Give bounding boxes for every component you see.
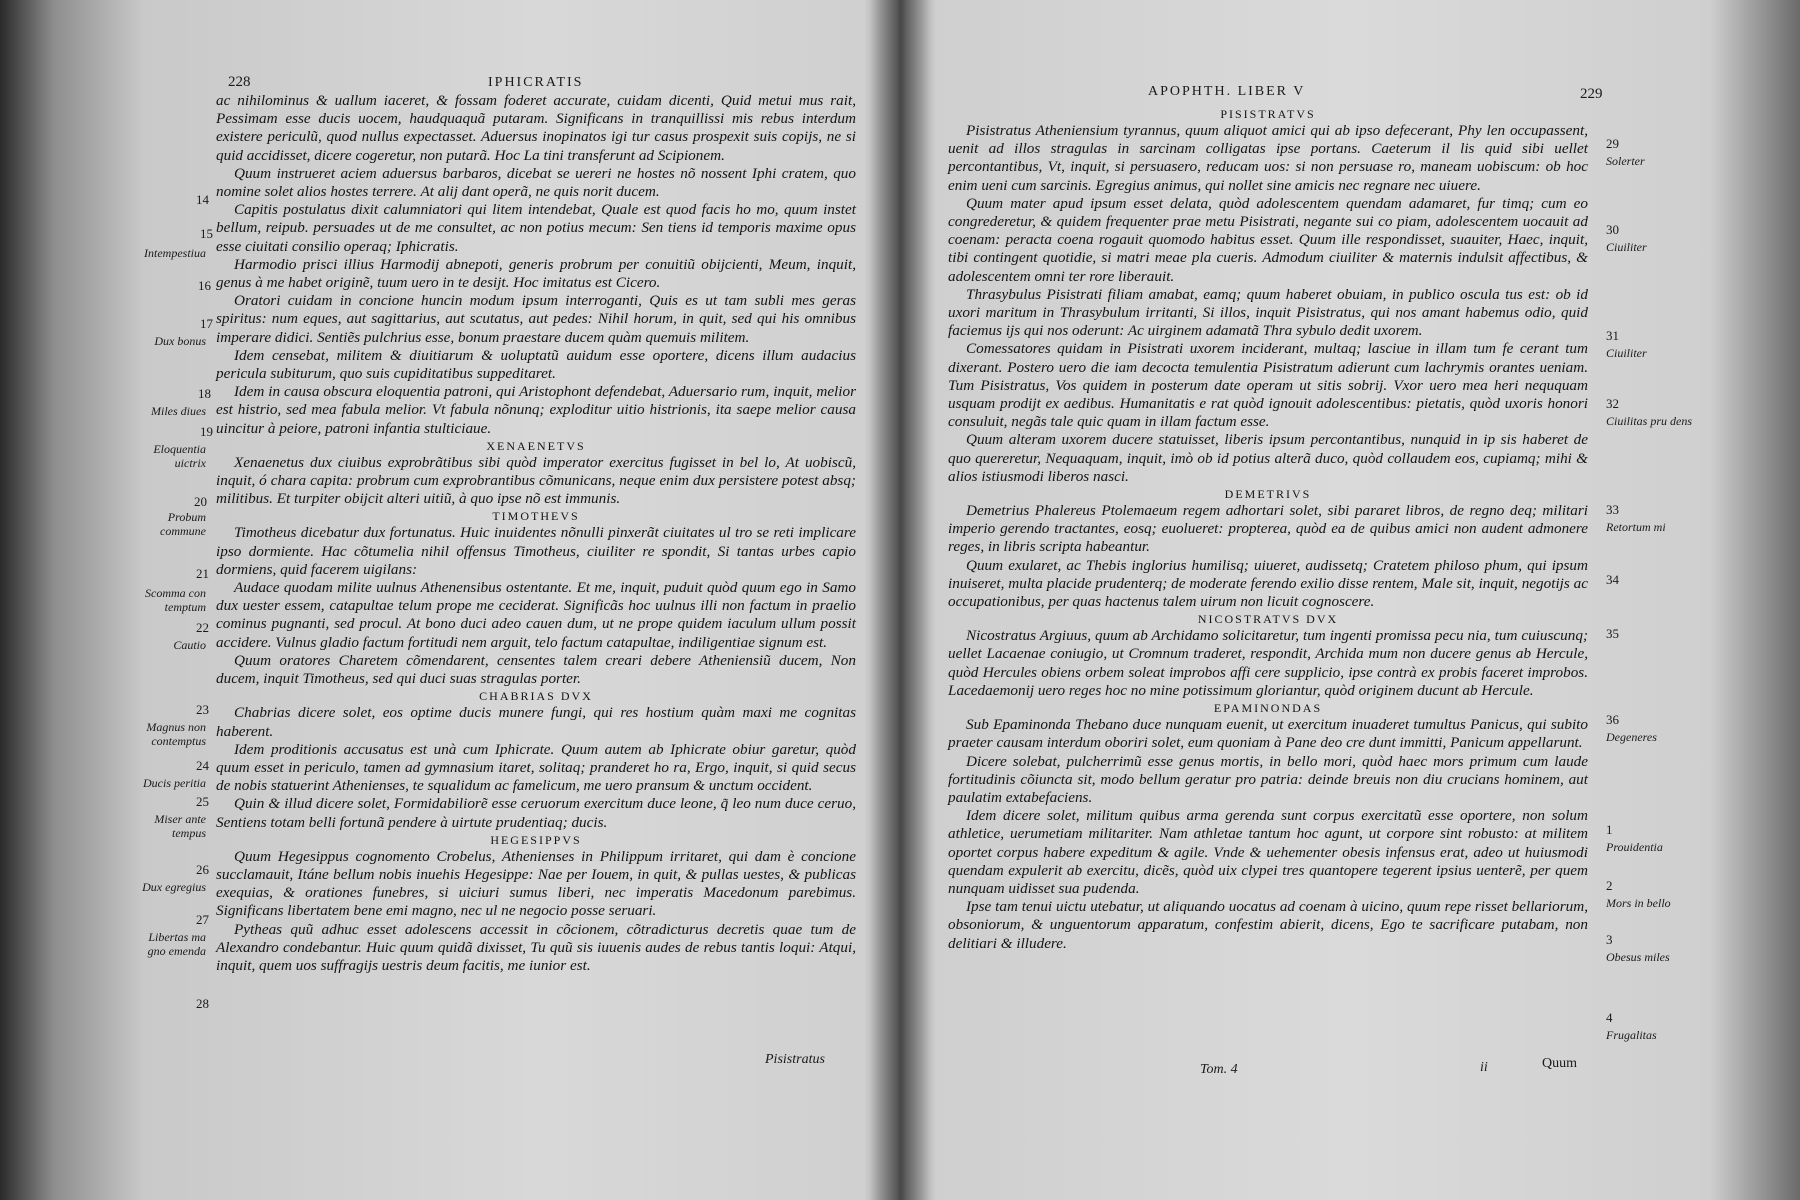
section-heading: XENAENETVS	[486, 438, 586, 453]
margin-number: 34	[1606, 572, 1619, 587]
paragraph: Quum instrueret aciem aduersus barbaros, dicebat se uereri ne hostes nõ nossent Iphi cratem, quo nomine solet alios hostes terrere. At alij dant operã, ne quis norit ducem.	[216, 164, 856, 201]
margin-note: Retortum mi	[1606, 520, 1666, 534]
margin-note: Libertas ma gno emenda	[147, 930, 206, 958]
paragraph: Quum Hegesippus cognomento Crobelus, Athenienses in Philippum irritaret, qui dam è concione succlamauit, Itáne bellum nobis inuehis Hegesippe: Nae per Iouem, in quit, & pullas uestes, & publicas exequias, & orationes funebres, si uiciuri sumus liberi, nec imperatis Macedonum parebimus. Significans libertatem bene emi magno, nec ul ne negocio posse seruari.	[216, 847, 856, 920]
paragraph: Idem dicere solet, militum quibus arma gerenda sunt corpus exercitatũ esse oportere, non solum athletice, uerumetiam militariter. Nam athletae tantum hoc agunt, ut corpore sint robusto: at militem oportet corpus habere expeditum & agile. Vnde & uehementer obesis infensus erat, adeo ut huiusmodi quendam expulerit ab exercitu, dicẽs, quòd uix clypei tres quantopere tegerent ipsius uenterẽ, per quem nunquam uidisset sua pudenda.	[948, 807, 1588, 897]
margin-number: 36	[1606, 712, 1619, 727]
margin-number: 4	[1606, 1010, 1613, 1025]
paragraph: Capitis postulatus dixit calumniatori qui litem intendebat, Quale est quod facis ho mo, quum instet bellum, reipub. persuades ut de me consultet, ac non potius mecum: Sen tiens id temporis maxime opus esse ciuitati consilio operaq; Iphicratis.	[216, 201, 856, 255]
paragraph: Idem censebat, militem & diuitiarum & uoluptatũ auidum esse oportere, dicens illum audacius pericula subiturum, quo suis cupiditatibus suppeditaret.	[216, 346, 856, 383]
margin-note: Magnus non contemptus	[146, 720, 206, 748]
paragraph: Quum alteram uxorem ducere statuisset, liberis ipsum percontantibus, nunquid in ip sis haberet de quo quereretur, Nequaquam, inquit, imò ob id potius alterã duco, quòd collaudem eos, cupiamq; mihi & alios istiusmodi liberos nasci.	[948, 431, 1588, 485]
paragraph: Quum exularet, ac Thebis inglorius humilisq; uiueret, audissetq; Cratetem philoso phum, qui ipsum inuiseret, multa placide prudenterq; de moderate ferendo exilio disse rentem, Male sit, inquit, negotijs ac occupationibus, per quas hactenus talem uirum non licuit cognoscere.	[948, 556, 1588, 611]
margin-number: 19	[200, 424, 213, 439]
paragraph: Quum mater apud ipsum esset delata, quòd adolescentem quendam adamaret, fur timq; cum eo congrederetur, & quidem frequenter prae metu Pisistrati, negante sui co piam, adolescentem uocauit ad coenam: peracta coena rogauit quomodo habitus esset. Quum ille respondisset, suauiter, Haec, inquit, tibi contingent quotidie, si matri meae pla cueris. Admodum ciuiliter & maternis indulsit affectibus, & adolescentem omni ter rore liberauit.	[948, 194, 1588, 285]
margin-number: 18	[198, 386, 211, 401]
paragraph: Demetrius Phalereus Ptolemaeum regem adhortari solet, sibi pararet libros, de regno deq; militari imperio gerendo tractantes, eosq; euolueret: propterea, quòd ea de quibus amici non audent admonere reges, in libris scripta habeantur.	[948, 502, 1588, 556]
left-folio: 228	[228, 74, 251, 90]
margin-note: Obesus miles	[1606, 950, 1670, 964]
margin-number: 31	[1606, 328, 1619, 343]
margin-note: Ciuilitas pru dens	[1606, 414, 1693, 428]
paragraph: Quin & illud dicere solet, Formidabiliorẽ esse ceruorum exercitum duce leone, q̃ leo num duce ceruo, Sentiens totam belli fortunã pendere à uirtute prudentiaq; ducis.	[216, 795, 856, 831]
section-heading: HEGESIPPVS	[490, 832, 582, 847]
section-heading: EPAMINONDAS	[1213, 701, 1323, 716]
margin-note: Ducis peritia	[143, 776, 206, 790]
margin-number: 26	[196, 862, 209, 877]
margin-note: Eloquentia uictrix	[153, 442, 206, 470]
margin-number: 17	[200, 316, 213, 331]
margin-number: 15	[200, 226, 213, 241]
right-body-text	[948, 106, 1588, 953]
signature-mark: ii	[1480, 1060, 1488, 1075]
margin-number: 24	[196, 758, 209, 773]
section-heading: DEMETRIVS	[1224, 487, 1312, 502]
paragraph: Quum oratores Charetem cõmendarent, censentes talem creari debere Atheniensiũ ducem, Non ducem, inquit Timotheus, sed qui duci suas stragulas porter.	[216, 651, 856, 688]
margin-number: 22	[196, 620, 209, 635]
margin-number: 2	[1606, 878, 1613, 893]
section-heading: PISISTRATVS	[1220, 107, 1316, 121]
paragraph: Ipse tam tenui uictu utebatur, ut aliquando uocatus ad coenam à uicino, quum repe risset bellariorum, obsoniorum, & unguentorum apparatum, confestim abierit, dicens, Ego te sacrificare putabam, non delitiari & illudere.	[948, 898, 1588, 952]
margin-number: 23	[196, 702, 209, 717]
left-body-text	[216, 92, 856, 975]
margin-note: Frugalitas	[1606, 1028, 1657, 1042]
margin-number: 29	[1606, 136, 1619, 151]
right-running-head: APOPHTH. LIBER V	[1148, 84, 1306, 99]
margin-note: Dux bonus	[154, 334, 206, 348]
paragraph: Harmodio prisci illius Harmodij abnepoti, generis probrum per conuitiũ obijcienti, Meum, inquit, genus à me habet originẽ, tuum uero in te desijt. Hoc imitatus est Cicero.	[216, 255, 856, 292]
margin-note: Ciuiliter	[1606, 240, 1647, 254]
section-heading: TIMOTHEVS	[492, 509, 580, 524]
right-catchword: Quum	[1542, 1056, 1577, 1071]
paragraph: Timotheus dicebatur dux fortunatus. Huic inuidentes nõnulli pinxerãt ciuitates ul tro se reti implicare ipso dormiente. Hac cõtumelia nihil offensus Timotheus, ciuiliter re spondit, Si tantas urbes capio dormiens, quid facerem uigilans:	[216, 524, 856, 578]
paragraph: Pytheas quũ adhuc esset adolescens accessit in cõcionem, cõtradicturus decretis quae tum de Alexandro condebantur. Huic quum quidã dixisset, Tu quũ sis iuuenis audes de rebus tantis loqui: Atqui, inquit, quem uos suffragijs uestris deum facitis, me iunior est.	[216, 920, 856, 974]
margin-number: 32	[1606, 396, 1619, 411]
signature-tom: Tom. 4	[1200, 1062, 1238, 1077]
left-running-head: IPHICRATIS	[488, 75, 584, 90]
margin-number: 20	[194, 494, 207, 509]
paragraph: Comessatores quidam in Pisistrati uxorem inciderant, multaq; lasciue in illam tum fe cerant tum dixerant. Postero uero die iam decocta temulentia Pisistratum adierunt cum lachrymis orantes ueniam. Tum Pisistratus, Vos quidem in posterum date operam ut sitis sobrij. Vxor uero mea heri neququam usquam prodijt ex aedibus. Humanitatis e rat quòd ignouit adolescentibus: pietatis, quòd uxoris honori consuluit, negãs tale quic quam in illam factum esse.	[948, 340, 1588, 431]
section-heading: NICOSTRATVS DVX	[1197, 612, 1339, 627]
margin-number: 28	[196, 996, 209, 1011]
margin-number: 25	[196, 794, 209, 809]
paragraph: Xenaenetus dux ciuibus exprobrãtibus sibi quòd imperator exercitus fugisset in bel lo, At uobiscũ, inquit, ó chara capita: probrum cum exprobrantibus cõmunicans, neque enim dux persistere potest absq; militibus. Et turpiter obijcit alteri uitiũ, à quo ipse nõ est immunis.	[216, 453, 856, 508]
margin-number: 14	[196, 192, 209, 207]
right-page	[900, 0, 1800, 1200]
left-catchword: Pisistratus	[765, 1052, 825, 1067]
margin-note: Intempestiua	[144, 246, 206, 260]
margin-note: Miles diues	[151, 404, 206, 418]
margin-note: Prouidentia	[1606, 840, 1663, 854]
margin-note: Ciuiliter	[1606, 346, 1647, 360]
margin-number: 16	[198, 278, 211, 293]
margin-note: Miser ante tempus	[154, 812, 206, 840]
margin-note: Degeneres	[1606, 730, 1657, 744]
paragraph: Pisistratus Atheniensium tyrannus, quum aliquot amici qui ab ipso defecerant, Phy len occupassent, uenit ad illos stragulas in sarcinam colligatas ipse portans. Caeterum il lis quid sibi uellet percontantibus, Vt, inquit, si persuasero, reducam uos: si non persuase ro, maneam uobiscum: ob hoc enim ueni cum sarcinis. Egregius animus, qui nollet sine amicis nec regnare nec uiuere.	[948, 122, 1588, 194]
paragraph: Audace quodam milite uulnus Athenensibus ostentante. Et me, inquit, puduit quòd quum ego in Samo dux uester essem, catapultae telum prope me ceciderat. Significãs hoc uulnus illi non factum in praelio cominus pugnanti, sed procul. At bono duci adeo cauen dum, ut ne prope quidem iaculum ullum possit accidere. Vulnus gladio factum fortitudi nem arguit, telo factum catapultae, indiligentiae signum est.	[216, 579, 856, 651]
right-folio: 229	[1580, 86, 1603, 102]
margin-number: 35	[1606, 626, 1619, 641]
paragraph: Thrasybulus Pisistrati filiam amabat, eamq; quum haberet obuiam, in publico oscula tus est: ob id uxori maritum in Thrasybulum irritanti, Si illos, inquit Pisistratus, qui nos amant habemus odio, quid faciemus ijs qui nos oderunt: Ac uirginem adamatã Thra sybulo dedit uxorem.	[948, 285, 1588, 340]
margin-number: 1	[1606, 822, 1613, 837]
paragraph: Dicere solebat, pulcherrimũ esse genus mortis, in bello mori, quòd haec mors primum cum laude fortitudinis cõiuncta sit, modo bellum geratur pro patria: deinde breuis non diu crucians hominem, aut paulatim extabefaciens.	[948, 752, 1588, 806]
margin-note: Scomma con temptum	[145, 586, 206, 614]
paragraph: Idem in causa obscura eloquentia patroni, qui Aristophont defendebat, Aduersario rum, inquit, melior est histrio, sed mea fabula melior. Vt fabula nõnunq; exploditur uitio histrionis, ita saepe melior causa uincitur à peiore, patroni infantia stulticiaue.	[216, 383, 856, 437]
margin-note: Dux egregius	[142, 880, 206, 894]
paragraph: ac nihilominus & uallum iaceret, & fossam foderet accurate, cuidam dicenti, Quid metui mus rait, Pessimam esse ducis uocem, haudquaquã putaram. Significans in tranquillissi mis rebus interdum existere periculũ, quod nullus expectasset. Aduersus inopinatos igi tur casus prospexit suis copijs, ne si quid accidisset, dicere cogeretur, non putarã. Hoc La tini transferunt ad Scipionem.	[216, 92, 856, 164]
section-heading: CHABRIAS DVX	[479, 689, 593, 704]
margin-note: Solerter	[1606, 154, 1645, 168]
margin-number: 27	[196, 912, 209, 927]
margin-note: Mors in bello	[1606, 896, 1671, 910]
margin-number: 3	[1606, 932, 1613, 947]
paragraph: Nicostratus Argiuus, quum ab Archidamo solicitaretur, tum ingenti promissa pecu nia, tum cuiuscunq; uellet Lacaenae coniugio, ut Cromnum traderet, respondit, Archida mum non ducere genus ab Hercule, quòd Hercules obiens orbem soleat improbos affi cere supplicio, ipse contrà ex probis faceret improbos. Lacedaemonij uero reges hoc no mine potissimum gloriantur, quòd originem ducunt ab Hercule.	[948, 627, 1588, 699]
paragraph: Chabrias dicere solet, eos optime ducis munere fungi, qui res hostium quàm maxi me cognitas haberent.	[216, 704, 856, 740]
paragraph: Idem proditionis accusatus est unà cum Iphicrate. Quum autem ab Iphicrate obiur garetur, quòd quum esset in periculo, tamen ad gymnasium itaret, solitaq; pranderet ho ra, Ergo, inquit, si quid secus de nobis statuerint Athenienses, te squalidum ac famelicum, me uero pransum & unctum occident.	[216, 740, 856, 795]
paragraph: Oratori cuidam in concione huncin modum ipsum interroganti, Quis es ut tam subli mes geras spiritus: num eques, aut sagittarius, aut scutatus, aut pedes: Nihil horum, in quit, sed qui his omnibus imperare didici. Sentiẽs pulchrius esse, bonum praestare ducem quàm quemuis militem.	[216, 292, 856, 346]
paragraph: Sub Epaminonda Thebano duce nunquam euenit, ut exercitum inuaderet tumultus Panicus, qui subito praeter causam interdum oboriri solet, eum quoniam à Pane deo cre dunt immitti, Panicum appellarunt.	[948, 716, 1588, 752]
margin-note: Cautio	[173, 638, 206, 652]
margin-number: 33	[1606, 502, 1619, 517]
margin-number: 30	[1606, 222, 1619, 237]
margin-note: Probum commune	[160, 510, 206, 538]
margin-number: 21	[196, 566, 209, 581]
